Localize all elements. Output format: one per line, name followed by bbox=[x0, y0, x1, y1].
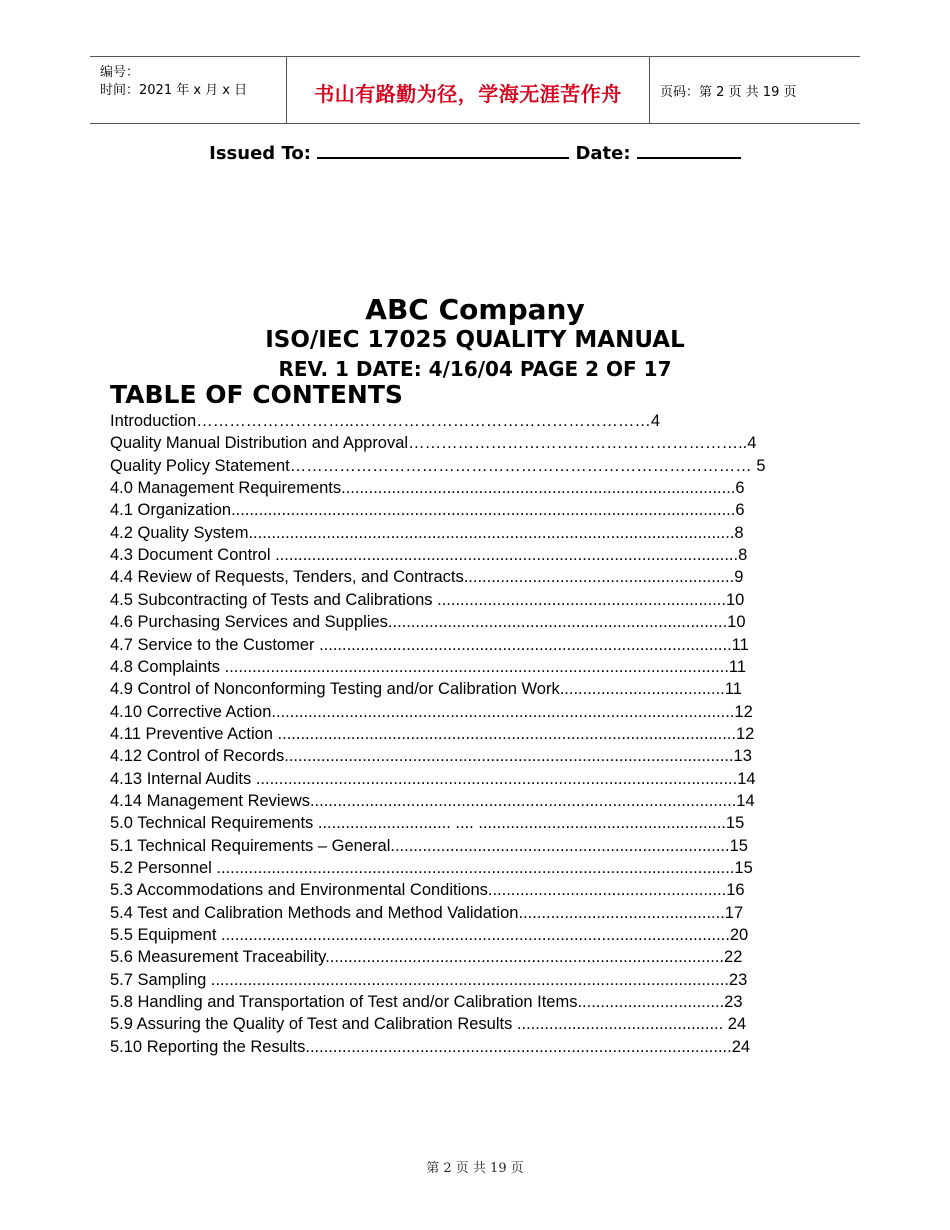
toc-entry-text: 5.2 Personnel .................................................................................................................15 bbox=[110, 859, 753, 877]
toc-entry[interactable] bbox=[110, 902, 743, 924]
toc-entry-text: 4.12 Control of Records..................................................................................................13 bbox=[110, 747, 752, 766]
toc-entry[interactable] bbox=[110, 924, 748, 946]
toc-entry[interactable] bbox=[110, 1013, 746, 1035]
toc-entry-text: Introduction………………………..………………………………………………4 bbox=[110, 412, 661, 430]
header-page-cell bbox=[650, 57, 860, 123]
toc-entry-text: 4.4 Review of Requests, Tenders, and Contracts...........................................................9 bbox=[110, 568, 744, 587]
toc-entry[interactable] bbox=[110, 634, 749, 656]
toc-entry[interactable] bbox=[110, 1036, 750, 1058]
toc-entry[interactable] bbox=[110, 812, 744, 834]
date-label: Date: bbox=[575, 143, 631, 164]
toc-entry-text: 4.1 Organization..............................................................................................................6 bbox=[110, 501, 745, 520]
page-header bbox=[90, 56, 860, 124]
toc-entry-text: 4.9 Control of Nonconforming Testing and/or Calibration Work....................................11 bbox=[110, 680, 742, 699]
toc-entry[interactable] bbox=[110, 701, 753, 723]
toc-entry-text: 4.8 Complaints ..............................................................................................................11 bbox=[110, 657, 747, 676]
toc-entry[interactable] bbox=[110, 499, 745, 521]
toc-entry-text: 5.7 Sampling .................................................................................................................23 bbox=[110, 970, 748, 989]
toc-title: TABLE OF CONTENTS bbox=[110, 380, 403, 409]
toc-entry-text: 5.6 Measurement Traceability.......................................................................................22 bbox=[110, 948, 743, 967]
toc-entry[interactable] bbox=[110, 857, 753, 879]
toc-entry[interactable] bbox=[110, 723, 754, 745]
toc-entry-text: 5.10 Reporting the Results.............................................................................................24 bbox=[110, 1037, 751, 1056]
toc-entry-text: 4.6 Purchasing Services and Supplies..........................................................................10 bbox=[110, 613, 746, 632]
toc-entry[interactable] bbox=[110, 477, 745, 499]
issued-to-label: Issued To: bbox=[209, 143, 311, 164]
company-name: ABC Company bbox=[365, 293, 585, 326]
toc-entry[interactable] bbox=[110, 879, 745, 901]
toc-entry-text: 4.0 Management Requirements......................................................................................6 bbox=[110, 479, 745, 498]
toc-entry[interactable] bbox=[110, 790, 755, 812]
toc-entry-text: 5.5 Equipment ...............................................................................................................20 bbox=[110, 926, 749, 945]
header-info-cell bbox=[90, 57, 287, 123]
toc-entry-text: 4.14 Management Reviews.............................................................................................14 bbox=[110, 791, 755, 810]
manual-title: ISO/IEC 17025 QUALITY MANUAL bbox=[265, 327, 685, 353]
toc-entry[interactable] bbox=[110, 410, 660, 432]
toc-entry[interactable] bbox=[110, 611, 746, 633]
number-label: 编号： bbox=[100, 65, 140, 80]
toc-entry[interactable] bbox=[110, 835, 748, 857]
issued-to-line bbox=[0, 143, 950, 164]
toc-entry[interactable] bbox=[110, 991, 743, 1013]
toc-entry[interactable] bbox=[110, 969, 747, 991]
toc-entry-text: 4.3 Document Control .....................................................................................................8 bbox=[110, 546, 748, 565]
toc-entry-text: Quality Policy Statement………………………………………………………………………… 5 bbox=[110, 456, 766, 475]
toc-entry-text: 5.3 Accommodations and Environmental Conditions....................................................16 bbox=[110, 881, 745, 900]
time-label: 时间：2021 年 x 月 x 日 bbox=[100, 83, 248, 98]
header-motto-cell bbox=[287, 57, 650, 123]
toc-entry[interactable] bbox=[110, 544, 747, 566]
toc-entry-text: 4.7 Service to the Customer ..........................................................................................11 bbox=[110, 635, 749, 654]
toc-entry-text: 4.5 Subcontracting of Tests and Calibrations ...............................................................10 bbox=[110, 590, 745, 609]
toc-entry[interactable] bbox=[110, 768, 756, 790]
toc-entry[interactable] bbox=[110, 566, 743, 588]
toc-entry-text: 4.13 Internal Audits .........................................................................................................14 bbox=[110, 769, 756, 788]
toc-entry-text: 5.4 Test and Calibration Methods and Method Validation.............................................17 bbox=[110, 903, 744, 922]
toc-entry[interactable] bbox=[110, 432, 756, 454]
toc-entry-text: 5.9 Assuring the Quality of Test and Calibration Results ............................................. 24 bbox=[110, 1015, 747, 1034]
header-page-info: 页码：第 2 页 共 19 页 bbox=[660, 85, 797, 100]
toc-entry[interactable] bbox=[110, 455, 766, 477]
toc-entry[interactable] bbox=[110, 656, 746, 678]
toc-entry-text: 4.10 Corrective Action.....................................................................................................12 bbox=[110, 702, 753, 721]
toc-entry-text: 5.8 Handling and Transportation of Test and/or Calibration Items................................23 bbox=[110, 993, 743, 1012]
issued-to-blank bbox=[317, 143, 569, 159]
toc-entry-text: 4.2 Quality System..........................................................................................................8 bbox=[110, 523, 744, 542]
toc-entry-text: 4.11 Preventive Action ....................................................................................................12 bbox=[110, 724, 755, 743]
toc-entry-text: 5.1 Technical Requirements – General..........................................................................15 bbox=[110, 836, 748, 855]
toc-entry-text: 5.0 Technical Requirements ............................. .... ......................................................15 bbox=[110, 814, 745, 833]
revision-line: REV. 1 DATE: 4/16/04 PAGE 2 OF 17 bbox=[278, 357, 672, 381]
toc-entry[interactable] bbox=[110, 589, 744, 611]
toc-entry[interactable] bbox=[110, 946, 742, 968]
toc-entry[interactable] bbox=[110, 745, 752, 767]
header-motto: 书山有路勤为径，学海无涯苦作舟 bbox=[314, 82, 622, 106]
toc-entry[interactable] bbox=[110, 522, 744, 544]
page-footer: 第 2 页 共 19 页 bbox=[426, 1161, 524, 1176]
toc-entry[interactable] bbox=[110, 678, 742, 700]
toc-entry-text: Quality Manual Distribution and Approval……………………………………………………..4 bbox=[110, 434, 757, 453]
date-blank bbox=[637, 143, 741, 159]
